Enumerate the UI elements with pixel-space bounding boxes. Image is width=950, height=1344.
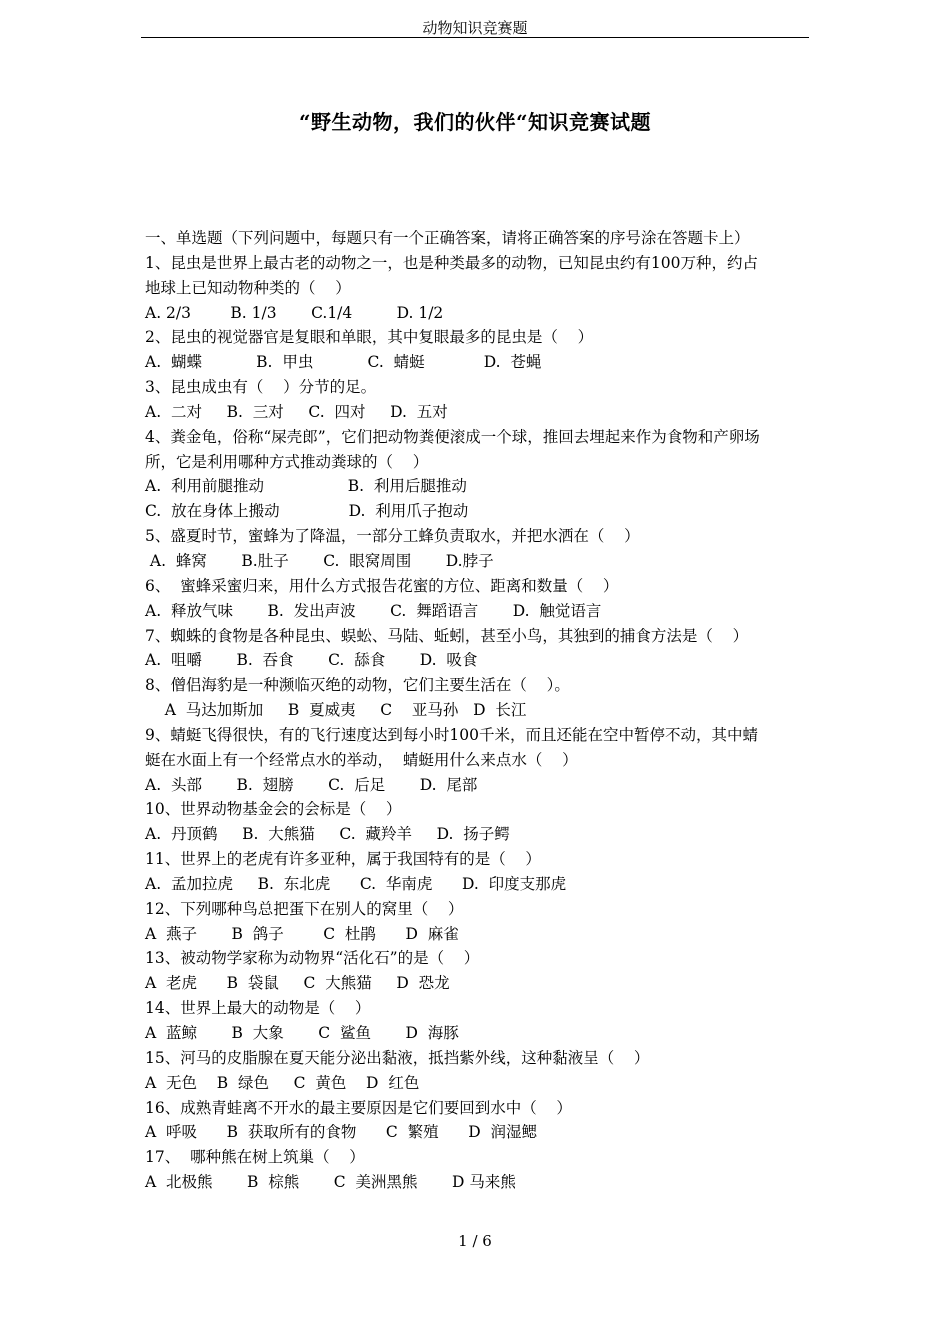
- question-line: 10、世界动物基金会的会标是（ ）: [145, 800, 402, 819]
- options-line: C. 放在身体上搬动 D. 利用爪子抱动: [145, 502, 469, 521]
- options-line: A. 孟加拉虎 B. 东北虎 C. 华南虎 D. 印度支那虎: [145, 874, 567, 893]
- question-line: 14、世界上最大的动物是（ ）: [145, 999, 371, 1018]
- question-line: 6、 蜜蜂采蜜归来，用什么方式报告花蜜的方位、距离和数量（ ）: [145, 576, 619, 595]
- options-line: A. 2/3 B. 1/3 C.1/4 D. 1/2: [145, 303, 444, 322]
- options-line: A. 释放气味 B. 发出声波 C. 舞蹈语言 D. 触觉语言: [145, 601, 602, 620]
- options-line: A. 蝴蝶 B. 甲虫 C. 蜻蜓 D. 苍蝇: [145, 353, 542, 372]
- question-body: [145, 226, 813, 1195]
- options-line: A 北极熊 B 棕熊 C 美洲黑熊 D 马来熊: [145, 1173, 516, 1192]
- options-line: A. 利用前腿推动 B. 利用后腿推动: [145, 477, 467, 496]
- running-header: 动物知识竞赛题: [422, 19, 528, 37]
- options-line: A 无色 B 绿色 C 黄色 D 红色: [145, 1073, 420, 1092]
- question-line: 17、 哪种熊在树上筑巢（ ）: [145, 1148, 365, 1167]
- options-line: A 燕子 B 鸽子 C 杜鹃 D 麻雀: [145, 924, 459, 943]
- question-line: 11、世界上的老虎有许多亚种，属于我国特有的是（ ）: [145, 850, 541, 869]
- question-line: 12、下列哪种鸟总把蛋下在别人的窝里（ ）: [145, 899, 464, 918]
- section-heading: 一、单选题（下列问题中，每题只有一个正确答案，请将正确答案的序号涂在答题卡上）: [145, 229, 750, 247]
- options-line: A. 咀嚼 B. 吞食 C. 舔食 D. 吸食: [145, 651, 478, 670]
- options-line: A. 头部 B. 翅膀 C. 后足 D. 尾部: [145, 775, 478, 794]
- page-number: 1 / 6: [458, 1232, 492, 1250]
- question-line: 地球上已知动物种类的（ ）: [145, 278, 351, 297]
- question-line: 13、被动物学家称为动物界“活化石”的是（ ）: [145, 949, 480, 968]
- options-line: A. 二对 B. 三对 C. 四对 D. 五对: [145, 402, 448, 421]
- question-line: 蜓在水面上有一个经常点水的举动， 蜻蜓用什么来点水（ ）: [145, 750, 578, 769]
- options-line: A. 丹顶鹤 B. 大熊猫 C. 藏羚羊 D. 扬子鳄: [145, 825, 510, 844]
- question-line: 5、盛夏时节，蜜蜂为了降温，一部分工蜂负责取水，并把水洒在（ ）: [145, 527, 640, 546]
- question-line: 3、昆虫成虫有（ ）分节的足。: [145, 378, 377, 397]
- options-line: A 老虎 B 袋鼠 C 大熊猫 D 恐龙: [145, 974, 450, 993]
- question-line: 1、昆虫是世界上最古老的动物之一，也是种类最多的动物，已知昆虫约有100万种，约占: [145, 253, 758, 272]
- question-line: 8、僧侣海豹是一种濒临灭绝的动物，它们主要生活在（ ）。: [145, 676, 570, 695]
- options-line: A 蓝鲸 B 大象 C 鲨鱼 D 海豚: [145, 1024, 459, 1042]
- question-line: 2、昆虫的视觉器官是复眼和单眼，其中复眼最多的昆虫是（ ）: [145, 328, 594, 347]
- document-title: “野生动物，我们的伙伴“知识竞赛试题: [298, 110, 651, 134]
- question-line: 15、河马的皮脂腺在夏天能分泌出黏液，抵挡紫外线，这种黏液呈（ ）: [145, 1048, 650, 1067]
- options-line: A 呼吸 B 获取所有的食物 C 繁殖 D 润湿鳃: [145, 1123, 537, 1142]
- question-line: 7、蜘蛛的食物是各种昆虫、蜈蚣、马陆、蚯蚓，甚至小鸟，其独到的捕食方法是（ ）: [145, 626, 749, 645]
- question-line: 16、成熟青蛙离不开水的最主要原因是它们要回到水中（ ）: [145, 1098, 572, 1117]
- question-line: 4、粪金龟，俗称“屎壳郎”，它们把动物粪便滚成一个球，推回去埋起来作为食物和产卵场: [145, 427, 760, 446]
- options-line: A 马达加斯加 B 夏威夷 C 亚马孙 D 长江: [145, 701, 527, 720]
- question-line: 9、蜻蜓飞得很快，有的飞行速度达到每小时100千米，而且还能在空中暂停不动，其中蜻: [145, 725, 758, 744]
- header-divider: [141, 37, 809, 38]
- question-line: 所，它是利用哪种方式推动粪球的（ ）: [145, 452, 429, 471]
- options-line: A. 蜂窝 B.肚子 C. 眼窝周围 D.脖子: [145, 551, 494, 570]
